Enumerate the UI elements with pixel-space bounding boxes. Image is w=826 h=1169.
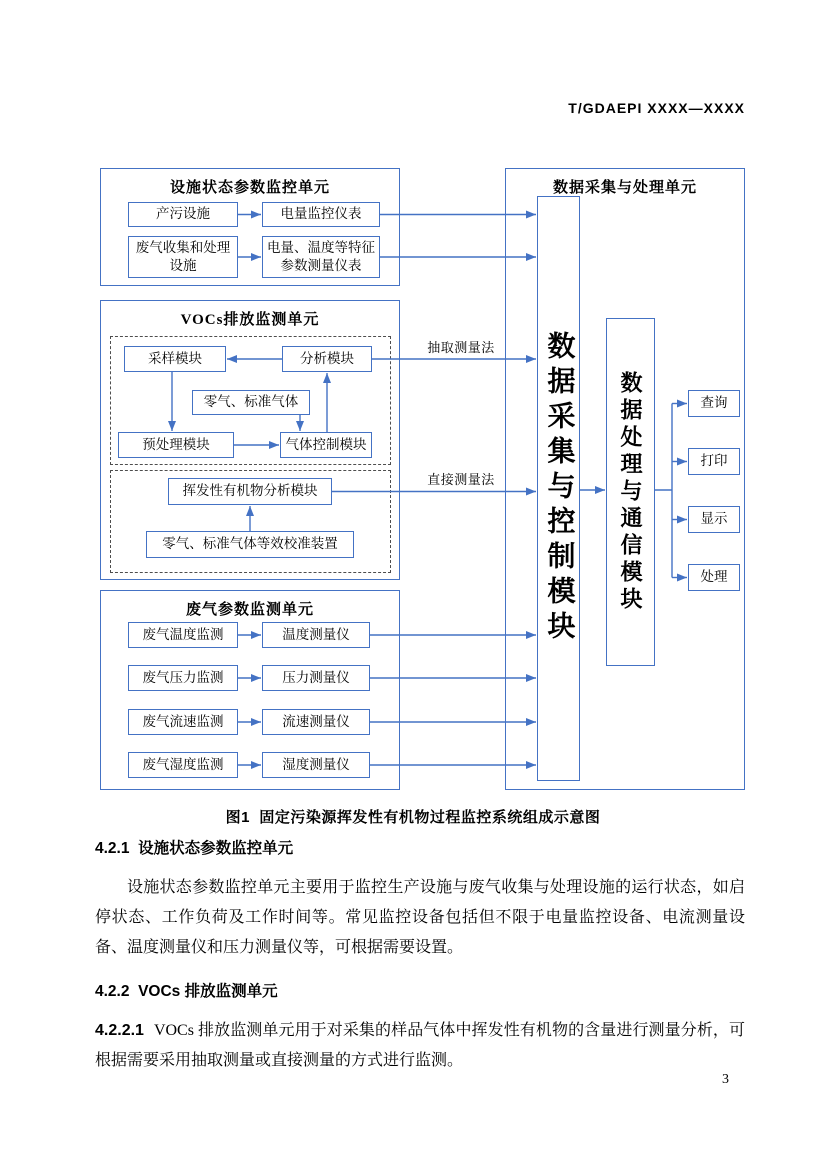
box-humidity-meter: 湿度测量仪: [262, 752, 370, 778]
data-processing-unit-title: 数据采集与处理单元: [552, 180, 697, 196]
figure-caption: 图1 固定污染源挥发性有机物过程监控系统组成示意图: [225, 809, 601, 826]
box-param-measure-meter: 电量、温度等特征参数测量仪表: [262, 236, 380, 278]
data-collect-control-label: 数据采集与控制模块: [543, 331, 575, 646]
box-flow-monitor: 废气流速监测: [128, 709, 238, 735]
heading-4-2-1: 4.2.1 设施状态参数监控单元: [95, 840, 294, 857]
box-pressure-meter: 压力测量仪: [262, 665, 370, 691]
box-sampling-module: 采样模块: [124, 346, 226, 372]
box-function-query: 查询: [688, 390, 740, 417]
box-temp-monitor: 废气温度监测: [128, 622, 238, 648]
box-voc-analyzer-module: 挥发性有机物分析模块: [168, 478, 332, 505]
box-gas-control-module: 气体控制模块: [280, 432, 372, 458]
box-pollution-facility: 产污设施: [128, 202, 238, 227]
vocs-monitor-unit-title: VOCs排放监测单元: [180, 312, 320, 328]
facility-status-unit-title: 设施状态参数监控单元: [169, 180, 330, 196]
box-function-display: 显示: [688, 506, 740, 533]
label-direct-method: 直接测量法: [427, 472, 495, 487]
box-pretreatment-module: 预处理模块: [118, 432, 234, 458]
page-number: 3: [722, 1072, 729, 1087]
box-function-process: 处理: [688, 564, 740, 591]
box-function-print: 打印: [688, 448, 740, 475]
label-extraction-method: 抽取测量法: [427, 340, 495, 355]
body-sections: [95, 836, 745, 1092]
box-data-process-comm-module: [606, 318, 655, 666]
clause-text: VOCs 排放监测单元用于对采集的样品气体中挥发性有机物的含量进行测量分析，可根据需要采用抽取测量或直接测量的方式进行监测。: [95, 1022, 745, 1069]
box-gas-collection-facility: 废气收集和处理设施: [128, 236, 238, 278]
box-humidity-monitor: 废气湿度监测: [128, 752, 238, 778]
para-4-2-2-1: [95, 1016, 745, 1076]
data-process-comm-label: 数据处理与通信模块: [618, 370, 643, 614]
doc-code: T/GDAEPI XXXX—XXXX: [568, 100, 745, 116]
box-data-collect-control-module: [537, 196, 580, 781]
box-temp-meter: 温度测量仪: [262, 622, 370, 648]
para-4-2-1: 设施状态参数监控单元主要用于监控生产设施与废气收集与处理设施的运行状态，如启停状态、工作负荷及工作时间等。常见监控设备包括但不限于电量监控设备、电流测量设备、温度测量仪和压力测量仪等，可根据需要设置。: [95, 879, 745, 956]
box-analysis-module: 分析模块: [282, 346, 372, 372]
box-calibration-device: 零气、标准气体等效校准装置: [146, 531, 354, 558]
clause-number: 4.2.2.1: [95, 1022, 144, 1039]
exhaust-param-unit-title: 废气参数监测单元: [185, 602, 314, 618]
box-power-monitor-meter: 电量监控仪表: [262, 202, 380, 227]
heading-4-2-2: 4.2.2 VOCs 排放监测单元: [95, 983, 278, 1000]
box-pressure-monitor: 废气压力监测: [128, 665, 238, 691]
box-flow-meter: 流速测量仪: [262, 709, 370, 735]
box-zero-standard-gas: 零气、标准气体: [192, 390, 310, 415]
